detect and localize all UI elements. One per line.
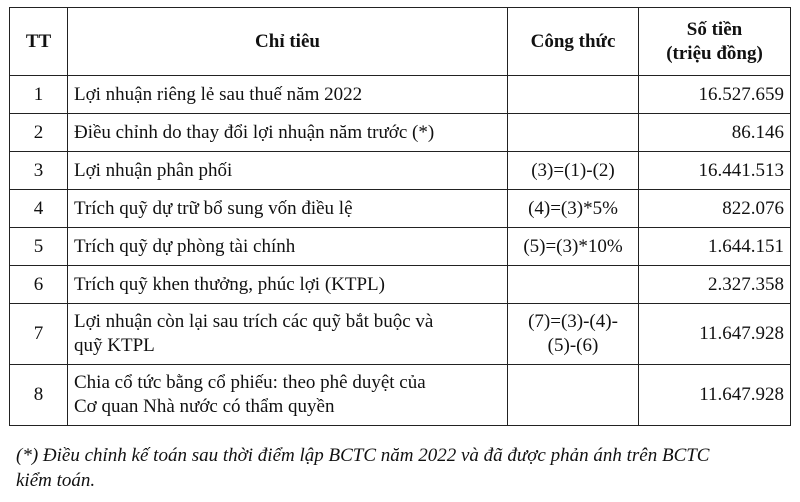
cell-formula-line1: (7)=(3)-(4)- [528, 311, 618, 332]
cell-indicator: Điều chỉnh do thay đổi lợi nhuận năm trước (*) [68, 114, 508, 152]
cell-indicator-line2: Cơ quan Nhà nước có thẩm quyền [74, 396, 335, 417]
cell-indicator: Trích quỹ dự trữ bổ sung vốn điều lệ [68, 190, 508, 228]
cell-amount: 1.644.151 [639, 228, 791, 266]
cell-indicator: Trích quỹ khen thưởng, phúc lợi (KTPL) [68, 266, 508, 304]
cell-tt: 5 [10, 228, 68, 266]
cell-amount: 16.441.513 [639, 152, 791, 190]
header-tt: TT [10, 8, 68, 76]
table-row [10, 304, 791, 365]
cell-formula [508, 114, 639, 152]
header-row [10, 8, 791, 76]
footnote [16, 443, 794, 493]
cell-indicator: Lợi nhuận phân phối [68, 152, 508, 190]
cell-formula [508, 76, 639, 114]
footnote-line1: (*) Điều chỉnh kế toán sau thời điểm lập BCTC năm 2022 và đã được phản ánh trên BCTC [16, 445, 710, 466]
cell-formula: (4)=(3)*5% [508, 190, 639, 228]
table-row [10, 190, 791, 228]
cell-indicator-line1: Lợi nhuận còn lại sau trích các quỹ bắt buộc và [74, 311, 434, 332]
cell-indicator [68, 304, 508, 365]
cell-formula [508, 304, 639, 365]
table-row [10, 266, 791, 304]
table-row [10, 228, 791, 266]
cell-indicator: Trích quỹ dự phòng tài chính [68, 228, 508, 266]
cell-tt: 1 [10, 76, 68, 114]
cell-formula [508, 266, 639, 304]
cell-formula: (3)=(1)-(2) [508, 152, 639, 190]
table-row [10, 76, 791, 114]
cell-formula: (5)=(3)*10% [508, 228, 639, 266]
header-amount-line1: Số tiền [686, 18, 743, 40]
cell-formula-line2: (5)-(6) [547, 335, 599, 356]
cell-indicator: Lợi nhuận riêng lẻ sau thuế năm 2022 [68, 76, 508, 114]
cell-tt: 7 [10, 304, 68, 365]
footnote-line2: kiểm toán. [16, 470, 96, 491]
table-row [10, 152, 791, 190]
profit-distribution-table [9, 7, 791, 426]
cell-amount: 86.146 [639, 114, 791, 152]
cell-amount: 11.647.928 [639, 365, 791, 426]
cell-tt: 2 [10, 114, 68, 152]
cell-tt: 3 [10, 152, 68, 190]
table-row [10, 365, 791, 426]
table-row [10, 114, 791, 152]
cell-tt: 4 [10, 190, 68, 228]
cell-tt: 6 [10, 266, 68, 304]
header-amount [639, 8, 791, 76]
cell-indicator [68, 365, 508, 426]
header-indicator: Chỉ tiêu [68, 8, 508, 76]
header-amount-line2: (triệu đồng) [666, 42, 763, 64]
cell-amount: 2.327.358 [639, 266, 791, 304]
cell-indicator-line2: quỹ KTPL [74, 335, 155, 356]
header-formula: Công thức [508, 8, 639, 76]
cell-indicator-line1: Chia cổ tức bằng cổ phiếu: theo phê duyệt của [74, 372, 426, 393]
cell-amount: 16.527.659 [639, 76, 791, 114]
cell-amount: 11.647.928 [639, 304, 791, 365]
cell-formula [508, 365, 639, 426]
cell-tt: 8 [10, 365, 68, 426]
cell-amount: 822.076 [639, 190, 791, 228]
